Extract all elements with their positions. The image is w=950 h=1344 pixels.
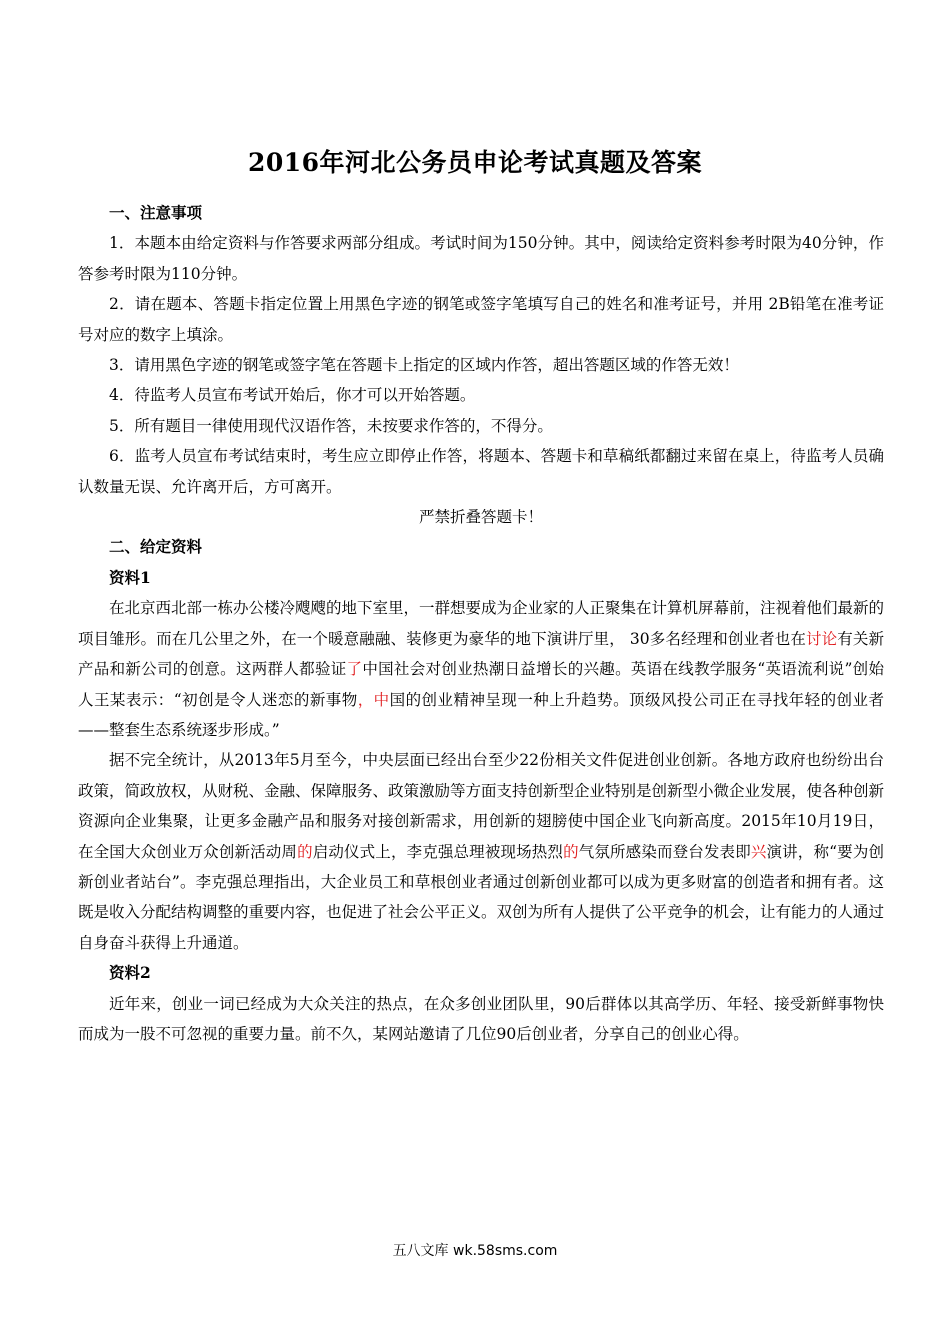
section-heading-notes: 一、注意事项 (109, 203, 203, 222)
material-1-paragraph-1: 在北京西北部一栋办公楼冷飕飕的地下室里，一群想要成为企业家的人正聚集在计算机屏幕前，注视着他们最新的项目雏形。而在几公里之外，在一个暖意融融、装修更为豪华的地下演讲厅里， 30多名经理和创业者也在讨论有关新产品和新公司的创意。这两群人都验证了中国社会对创业热潮日益增长的兴趣。英语在线教学服务“英语流利说”创始人王某表示：“初创是令人迷恋的新事物，中国的创业精神呈现一种上升趋势。顶级风投公司正在寻找年轻的创业者——整套生态系统逐步形成。” (78, 599, 885, 739)
material-2-paragraph-1: 近年来，创业一词已经成为大众关注的热点，在众多创业团队里，90后群体以其高学历、年轻、接受新鲜事物快而成为一股不可忽视的重要力量。前不久，某网站邀请了几位90后创业者，分享自己的创业心得。 (78, 994, 884, 1043)
note-item-6: 6．监考人员宣布考试结束时，考生应立即停止作答，将题本、答题卡和草稿纸都翻过来留在桌上，待监考人员确认数量无误、允许离开后，方可离开。 (78, 447, 884, 496)
material-1-paragraph-2: 据不完全统计，从2013年5月至今，中央层面已经出台至少22份相关文件促进创业创新。各地方政府也纷纷出台政策，简政放权，从财税、金融、保障服务、政策激励等方面支持创新型企业特别是创新型小微企业发展，使各种创新资源向企业集聚，让更多金融产品和服务对接创新需求，用创新的翅膀使中国企业飞向新高度。2015年10月19日，在全国大众创业万众创新活动周的启动仪式上，李克强总理被现场热烈的气氛所感染而登台发表即兴演讲，称“要为创新创业者站台”。李克强总理指出，大企业员工和草根创业者通过创新创业都可以成为更多财富的创造者和拥有者。这既是收入分配结构调整的重要内容，也促进了社会公平正义。双创为所有人提供了公平竞争的机会，让有能力的人通过自身奋斗获得上升通道。 (78, 751, 885, 952)
note-item-5: 5．所有题目一律使用现代汉语作答，未按要求作答的，不得分。 (109, 416, 553, 435)
document-title: 2016年河北公务员申论考试真题及答案 (247, 148, 703, 177)
note-item-2: 2．请在题本、答题卡指定位置上用黑色字迹的钢笔或签字笔填写自己的姓名和准考证号，并用 2B铅笔在准考证号对应的数字上填涂。 (78, 295, 884, 344)
section-heading-materials: 二、给定资料 (109, 537, 203, 557)
material-1-heading: 资料1 (109, 567, 151, 587)
footer-watermark: 五八文库 wk.58sms.com (392, 1243, 558, 1259)
note-item-1: 1．本题本由给定资料与作答要求两部分组成。考试时间为150分钟。其中，阅读给定资料参考时限为40分钟，作答参考时限为110分钟。 (78, 234, 884, 283)
note-item-4: 4．待监考人员宣布考试开始后，你才可以开始答题。 (109, 386, 476, 405)
note-item-3: 3．请用黑色字迹的钢笔或签字笔在答题卡上指定的区域内作答，超出答题区域的作答无效！ (109, 356, 739, 375)
no-fold-notice: 严禁折叠答题卡！ (418, 508, 543, 527)
document-body (78, 198, 884, 1049)
material-2-heading: 资料2 (109, 963, 151, 983)
